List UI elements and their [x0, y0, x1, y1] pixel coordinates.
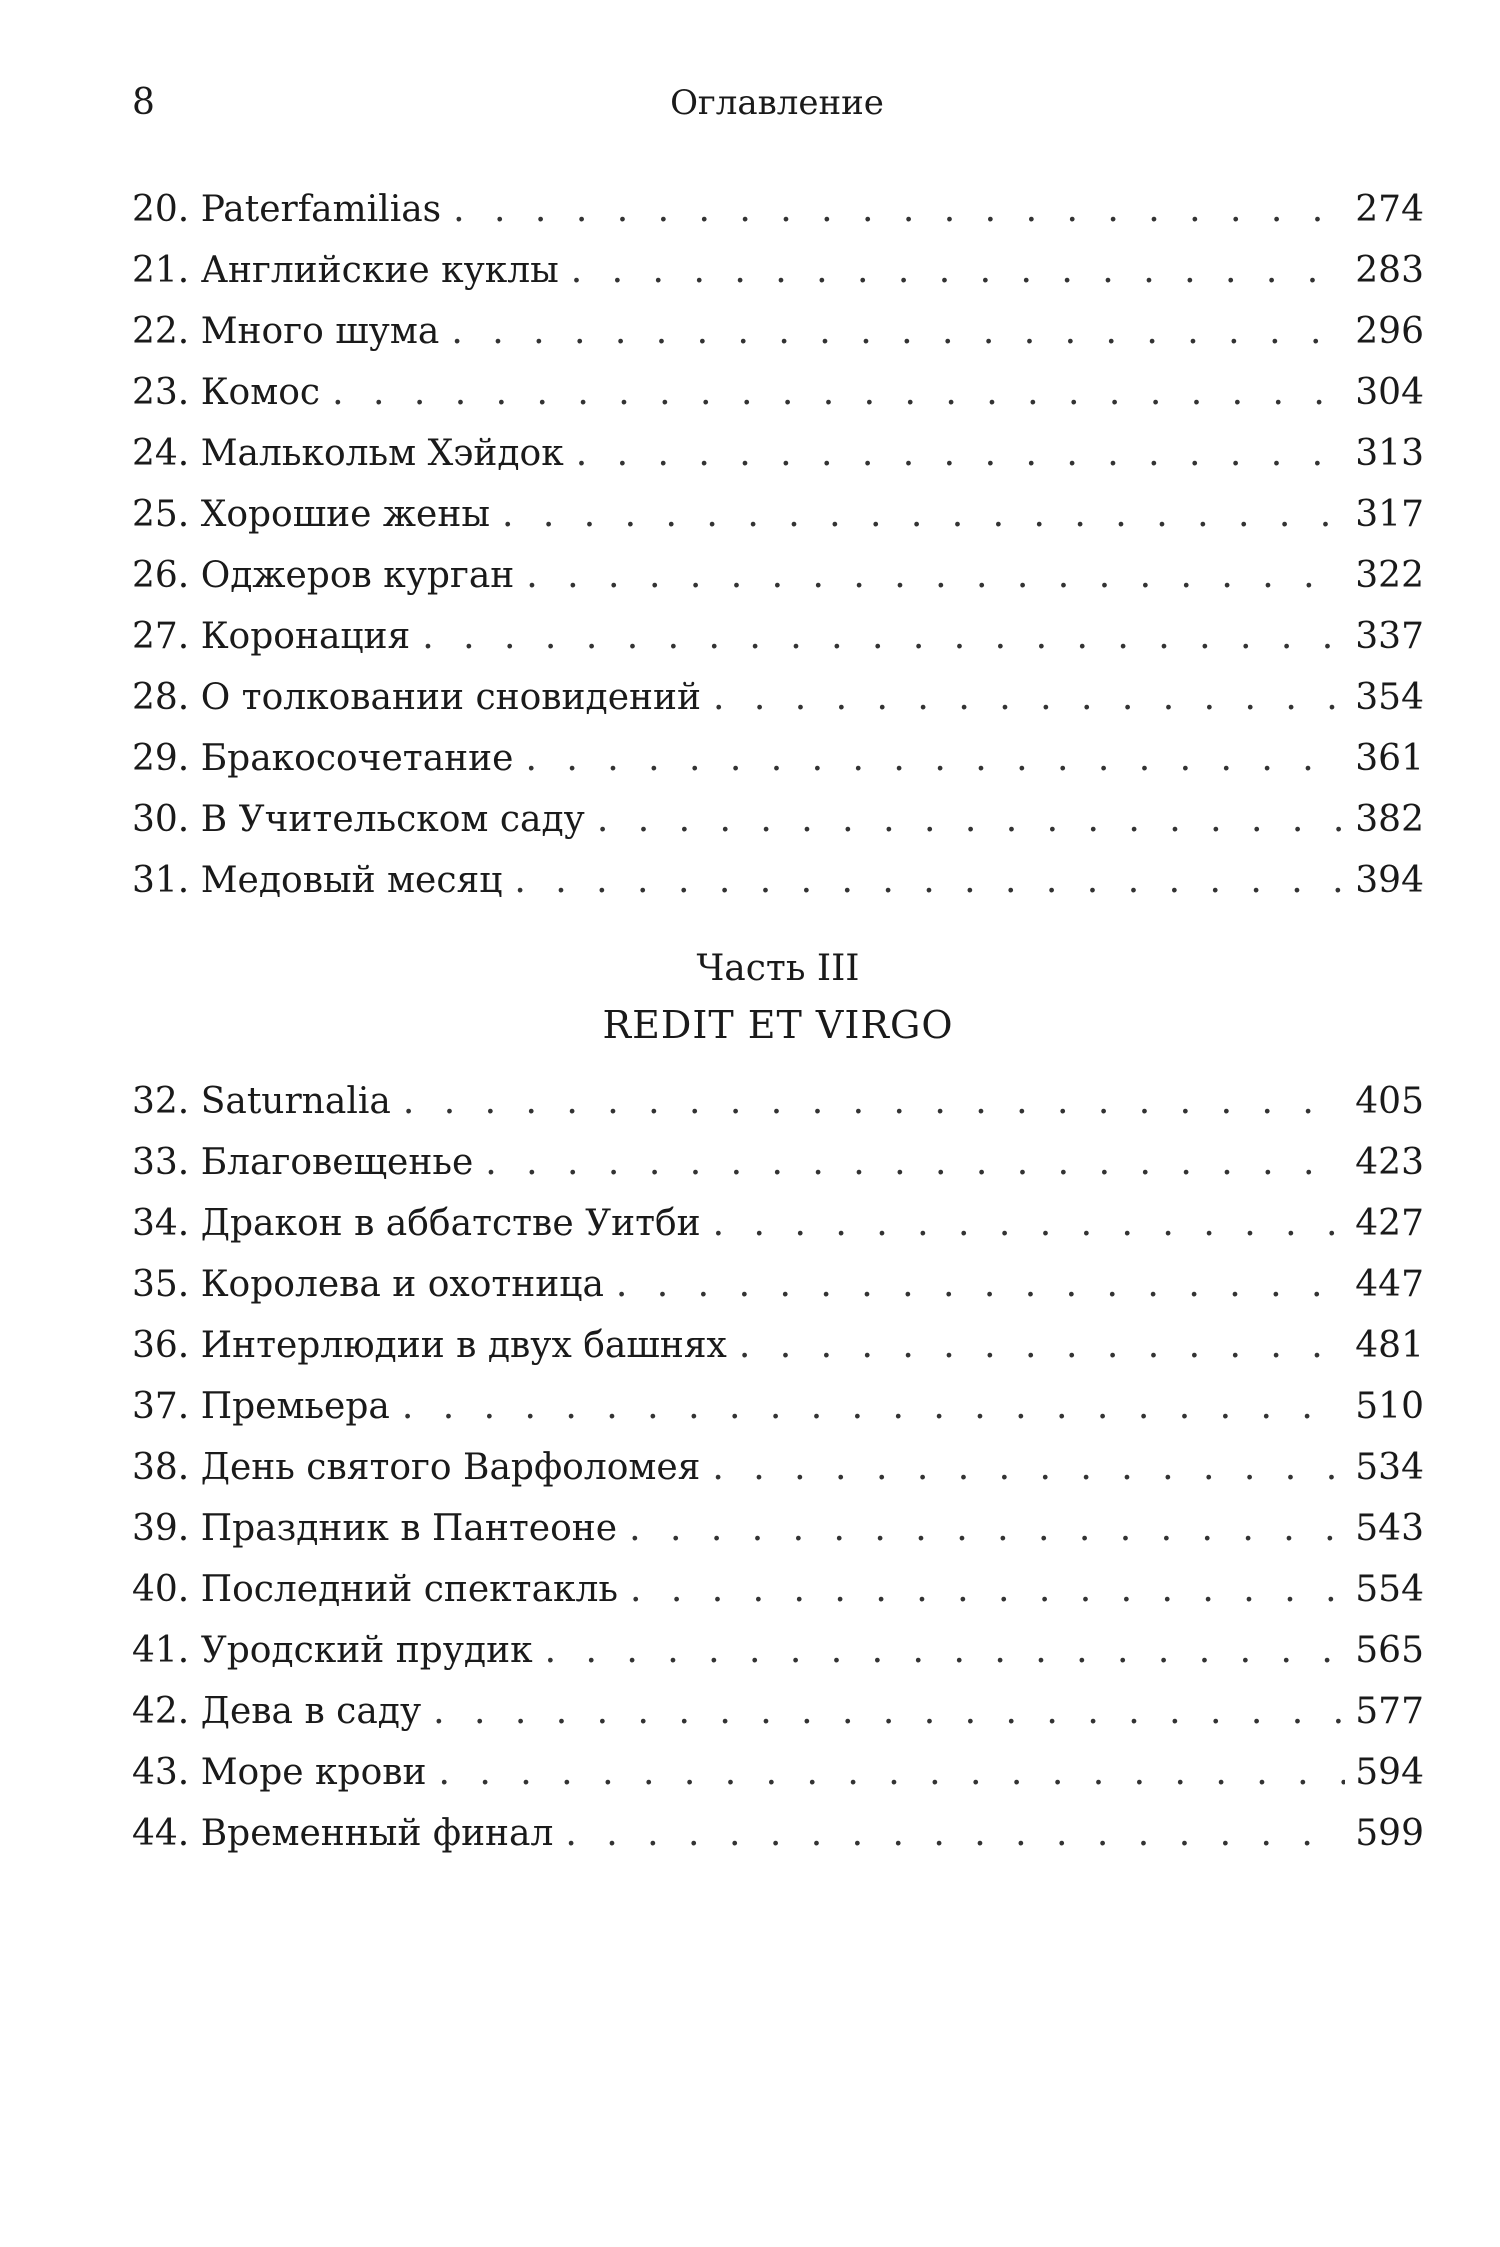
toc-dot-leader — [332, 362, 1345, 423]
toc-entry-page: 317 — [1355, 494, 1424, 535]
toc-dot-leader — [453, 179, 1345, 240]
toc-entry-title: 20. Paterfamilias — [132, 189, 442, 230]
toc-entry-title: 29. Бракосочетание — [132, 738, 514, 779]
toc-dot-leader — [565, 1803, 1345, 1864]
toc-entry-page: 447 — [1355, 1264, 1424, 1305]
toc-dot-leader — [713, 1193, 1346, 1254]
page-header — [132, 78, 1422, 128]
toc-entry-page: 322 — [1355, 555, 1424, 596]
toc-dot-leader — [597, 789, 1345, 850]
toc-entry — [132, 240, 1424, 301]
toc-dot-leader — [571, 240, 1346, 301]
toc-entry — [132, 545, 1424, 606]
toc-entry — [132, 1742, 1424, 1803]
toc-entry-title: 42. Дева в саду — [132, 1691, 422, 1732]
toc-entry — [132, 1254, 1424, 1315]
toc-entry-title: 44. Временный финал — [132, 1813, 554, 1854]
toc-entry-page: 423 — [1355, 1142, 1424, 1183]
toc-entry-title: 35. Королева и охотница — [132, 1264, 604, 1305]
toc-dot-leader — [526, 545, 1345, 606]
toc-entry — [132, 728, 1424, 789]
toc-dot-leader — [739, 1315, 1345, 1376]
toc-entry-page: 405 — [1355, 1081, 1424, 1122]
toc-entry-title: 30. В Учительском саду — [132, 799, 585, 840]
toc-dot-leader — [713, 667, 1345, 728]
running-title: Оглавление — [670, 83, 884, 123]
toc-entry — [132, 1315, 1424, 1376]
toc-dot-leader — [616, 1254, 1345, 1315]
toc-entry-title: 27. Коронация — [132, 616, 411, 657]
toc-entry-title: 24. Малькольм Хэйдок — [132, 433, 564, 474]
toc-entry-page: 361 — [1355, 738, 1424, 779]
toc-entry-page: 382 — [1355, 799, 1424, 840]
toc-entry-page: 594 — [1355, 1752, 1424, 1793]
toc-dot-leader — [576, 423, 1346, 484]
toc-entry-page: 577 — [1355, 1691, 1424, 1732]
toc-list-part-iii — [132, 1071, 1424, 1864]
toc-entry — [132, 1498, 1424, 1559]
toc-entry-page: 354 — [1355, 677, 1424, 718]
toc-dot-leader — [402, 1376, 1345, 1437]
toc-entry — [132, 1132, 1424, 1193]
toc-entry-title: 37. Премьера — [132, 1386, 390, 1427]
toc-entry-title: 36. Интерлюдии в двух башнях — [132, 1325, 727, 1366]
toc-list-part-ii-end — [132, 179, 1424, 911]
toc-entry — [132, 1620, 1424, 1681]
part-title: REDIT ET VIRGO — [602, 1003, 954, 1047]
toc-entry-title: 34. Дракон в аббатстве Уитби — [132, 1203, 701, 1244]
toc-entry — [132, 1437, 1424, 1498]
toc-entry — [132, 1559, 1424, 1620]
toc-entry-title: 25. Хорошие жены — [132, 494, 490, 535]
toc-entry — [132, 1071, 1424, 1132]
toc-entry-page: 304 — [1355, 372, 1424, 413]
toc-entry-title: 40. Последний спектакль — [132, 1569, 618, 1610]
toc-entry — [132, 484, 1424, 545]
toc-dot-leader — [629, 1498, 1345, 1559]
part-heading — [132, 942, 1424, 1054]
toc-entry-title: 31. Медовый месяц — [132, 860, 503, 901]
toc-entry-title: 26. Оджеров курган — [132, 555, 515, 596]
toc-dot-leader — [433, 1681, 1345, 1742]
toc-entry-page: 543 — [1355, 1508, 1424, 1549]
toc-entry-page: 394 — [1355, 860, 1424, 901]
toc-dot-leader — [712, 1437, 1345, 1498]
toc-entry — [132, 301, 1424, 362]
toc-entry-page: 337 — [1355, 616, 1424, 657]
toc-entry-title: 33. Благовещенье — [132, 1142, 474, 1183]
toc-entry-title: 28. О толковании сновидений — [132, 677, 701, 718]
toc-entry — [132, 423, 1424, 484]
toc-dot-leader — [451, 301, 1345, 362]
toc-entry — [132, 1803, 1424, 1864]
toc-dot-leader — [485, 1132, 1345, 1193]
toc-entry-title: 23. Комос — [132, 372, 321, 413]
toc-entry — [132, 606, 1424, 667]
toc-entry — [132, 789, 1424, 850]
toc-entry — [132, 1193, 1424, 1254]
toc-entry — [132, 362, 1424, 423]
toc-dot-leader — [514, 850, 1345, 911]
toc-entry-title: 21. Английские куклы — [132, 250, 559, 291]
toc-entry — [132, 1681, 1424, 1742]
toc-dot-leader — [422, 606, 1345, 667]
toc-entry-title: 32. Saturnalia — [132, 1081, 391, 1122]
toc-dot-leader — [545, 1620, 1346, 1681]
toc-entry-page: 296 — [1355, 311, 1424, 352]
toc-entry-title: 38. День святого Варфоломея — [132, 1447, 701, 1488]
toc-entry-title: 41. Уродский прудик — [132, 1630, 533, 1671]
toc-entry-page: 481 — [1355, 1325, 1424, 1366]
toc-entry — [132, 667, 1424, 728]
toc-dot-leader — [403, 1071, 1345, 1132]
toc-entry — [132, 1376, 1424, 1437]
toc-entry-page: 313 — [1355, 433, 1424, 474]
part-label: Часть III — [696, 948, 860, 989]
toc-entry — [132, 850, 1424, 911]
toc-entry — [132, 179, 1424, 240]
toc-entry-page: 599 — [1355, 1813, 1424, 1854]
toc-entry-page: 283 — [1355, 250, 1424, 291]
toc-dot-leader — [439, 1742, 1346, 1803]
toc-entry-page: 565 — [1355, 1630, 1424, 1671]
page-number: 8 — [132, 82, 155, 123]
toc-entry-page: 427 — [1355, 1203, 1424, 1244]
toc-entry-page: 274 — [1355, 189, 1424, 230]
toc-dot-leader — [502, 484, 1345, 545]
toc-entry-title: 43. Море крови — [132, 1752, 427, 1793]
toc-dot-leader — [630, 1559, 1345, 1620]
toc-entry-page: 534 — [1355, 1447, 1424, 1488]
toc-entry-page: 510 — [1355, 1386, 1424, 1427]
toc-dot-leader — [525, 728, 1345, 789]
toc-entry-title: 22. Много шума — [132, 311, 440, 352]
toc-entry-title: 39. Праздник в Пантеоне — [132, 1508, 618, 1549]
toc-entry-page: 554 — [1355, 1569, 1424, 1610]
